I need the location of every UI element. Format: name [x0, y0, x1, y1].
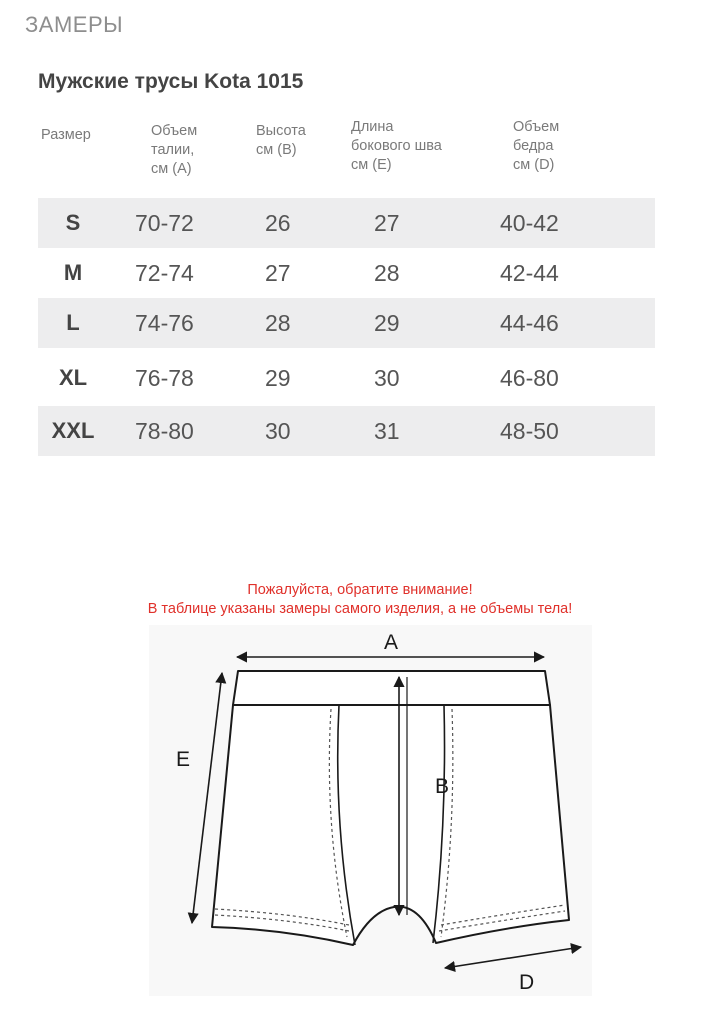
arrow-d — [445, 947, 581, 968]
side-seam-cell: 28 — [374, 259, 400, 286]
header-hip: Объем бедра см (D) — [513, 119, 560, 173]
boxer-briefs-diagram — [149, 625, 592, 996]
header-waist: Объем талии, см (A) — [151, 123, 198, 177]
size-cell: XXL — [51, 418, 95, 443]
size-cell: S — [65, 210, 81, 235]
label-b: B — [435, 775, 450, 798]
hip-cell: 48-50 — [500, 417, 559, 444]
header-side-seam: Длина бокового шва см (E) — [351, 119, 442, 173]
side-seam-cell: 30 — [374, 364, 400, 391]
size-cell: XL — [58, 365, 88, 390]
height-cell: 29 — [265, 364, 291, 391]
section-title: ЗАМЕРЫ — [25, 12, 124, 37]
hip-cell: 46-80 — [500, 364, 559, 391]
label-d: D — [519, 971, 535, 994]
waist-cell: 70-72 — [135, 209, 194, 236]
header-height: Высота см (B) — [256, 123, 306, 158]
measurement-diagram — [149, 625, 592, 996]
hip-cell: 40-42 — [500, 209, 559, 236]
table-row — [38, 353, 655, 403]
product-title: Мужские трусы Kota 1015 — [38, 70, 304, 93]
waist-cell: 72-74 — [135, 259, 194, 286]
table-row — [38, 298, 655, 348]
waist-cell: 76-78 — [135, 364, 194, 391]
size-cell: M — [63, 260, 83, 285]
notice-line-2: В таблице указаны замеры самого изделия, а не объемы тела! — [147, 601, 573, 617]
height-cell: 28 — [265, 309, 291, 336]
table-row — [38, 248, 655, 298]
height-cell: 27 — [265, 259, 291, 286]
hip-cell: 42-44 — [500, 259, 559, 286]
garment-outline — [212, 671, 569, 945]
waist-cell: 74-76 — [135, 309, 194, 336]
table-row — [38, 406, 655, 456]
table-row — [38, 198, 655, 248]
waist-cell: 78-80 — [135, 417, 194, 444]
label-a: A — [384, 631, 399, 654]
header-size: Размер — [41, 127, 91, 143]
side-seam-cell: 27 — [374, 209, 400, 236]
label-e: E — [176, 748, 191, 771]
side-seam-cell: 29 — [374, 309, 400, 336]
height-cell: 26 — [265, 209, 291, 236]
hip-cell: 44-46 — [500, 309, 559, 336]
side-seam-cell: 31 — [374, 417, 400, 444]
notice-line-1: Пожалуйста, обратите внимание! — [247, 582, 473, 598]
height-cell: 30 — [265, 417, 291, 444]
size-cell: L — [66, 310, 80, 335]
